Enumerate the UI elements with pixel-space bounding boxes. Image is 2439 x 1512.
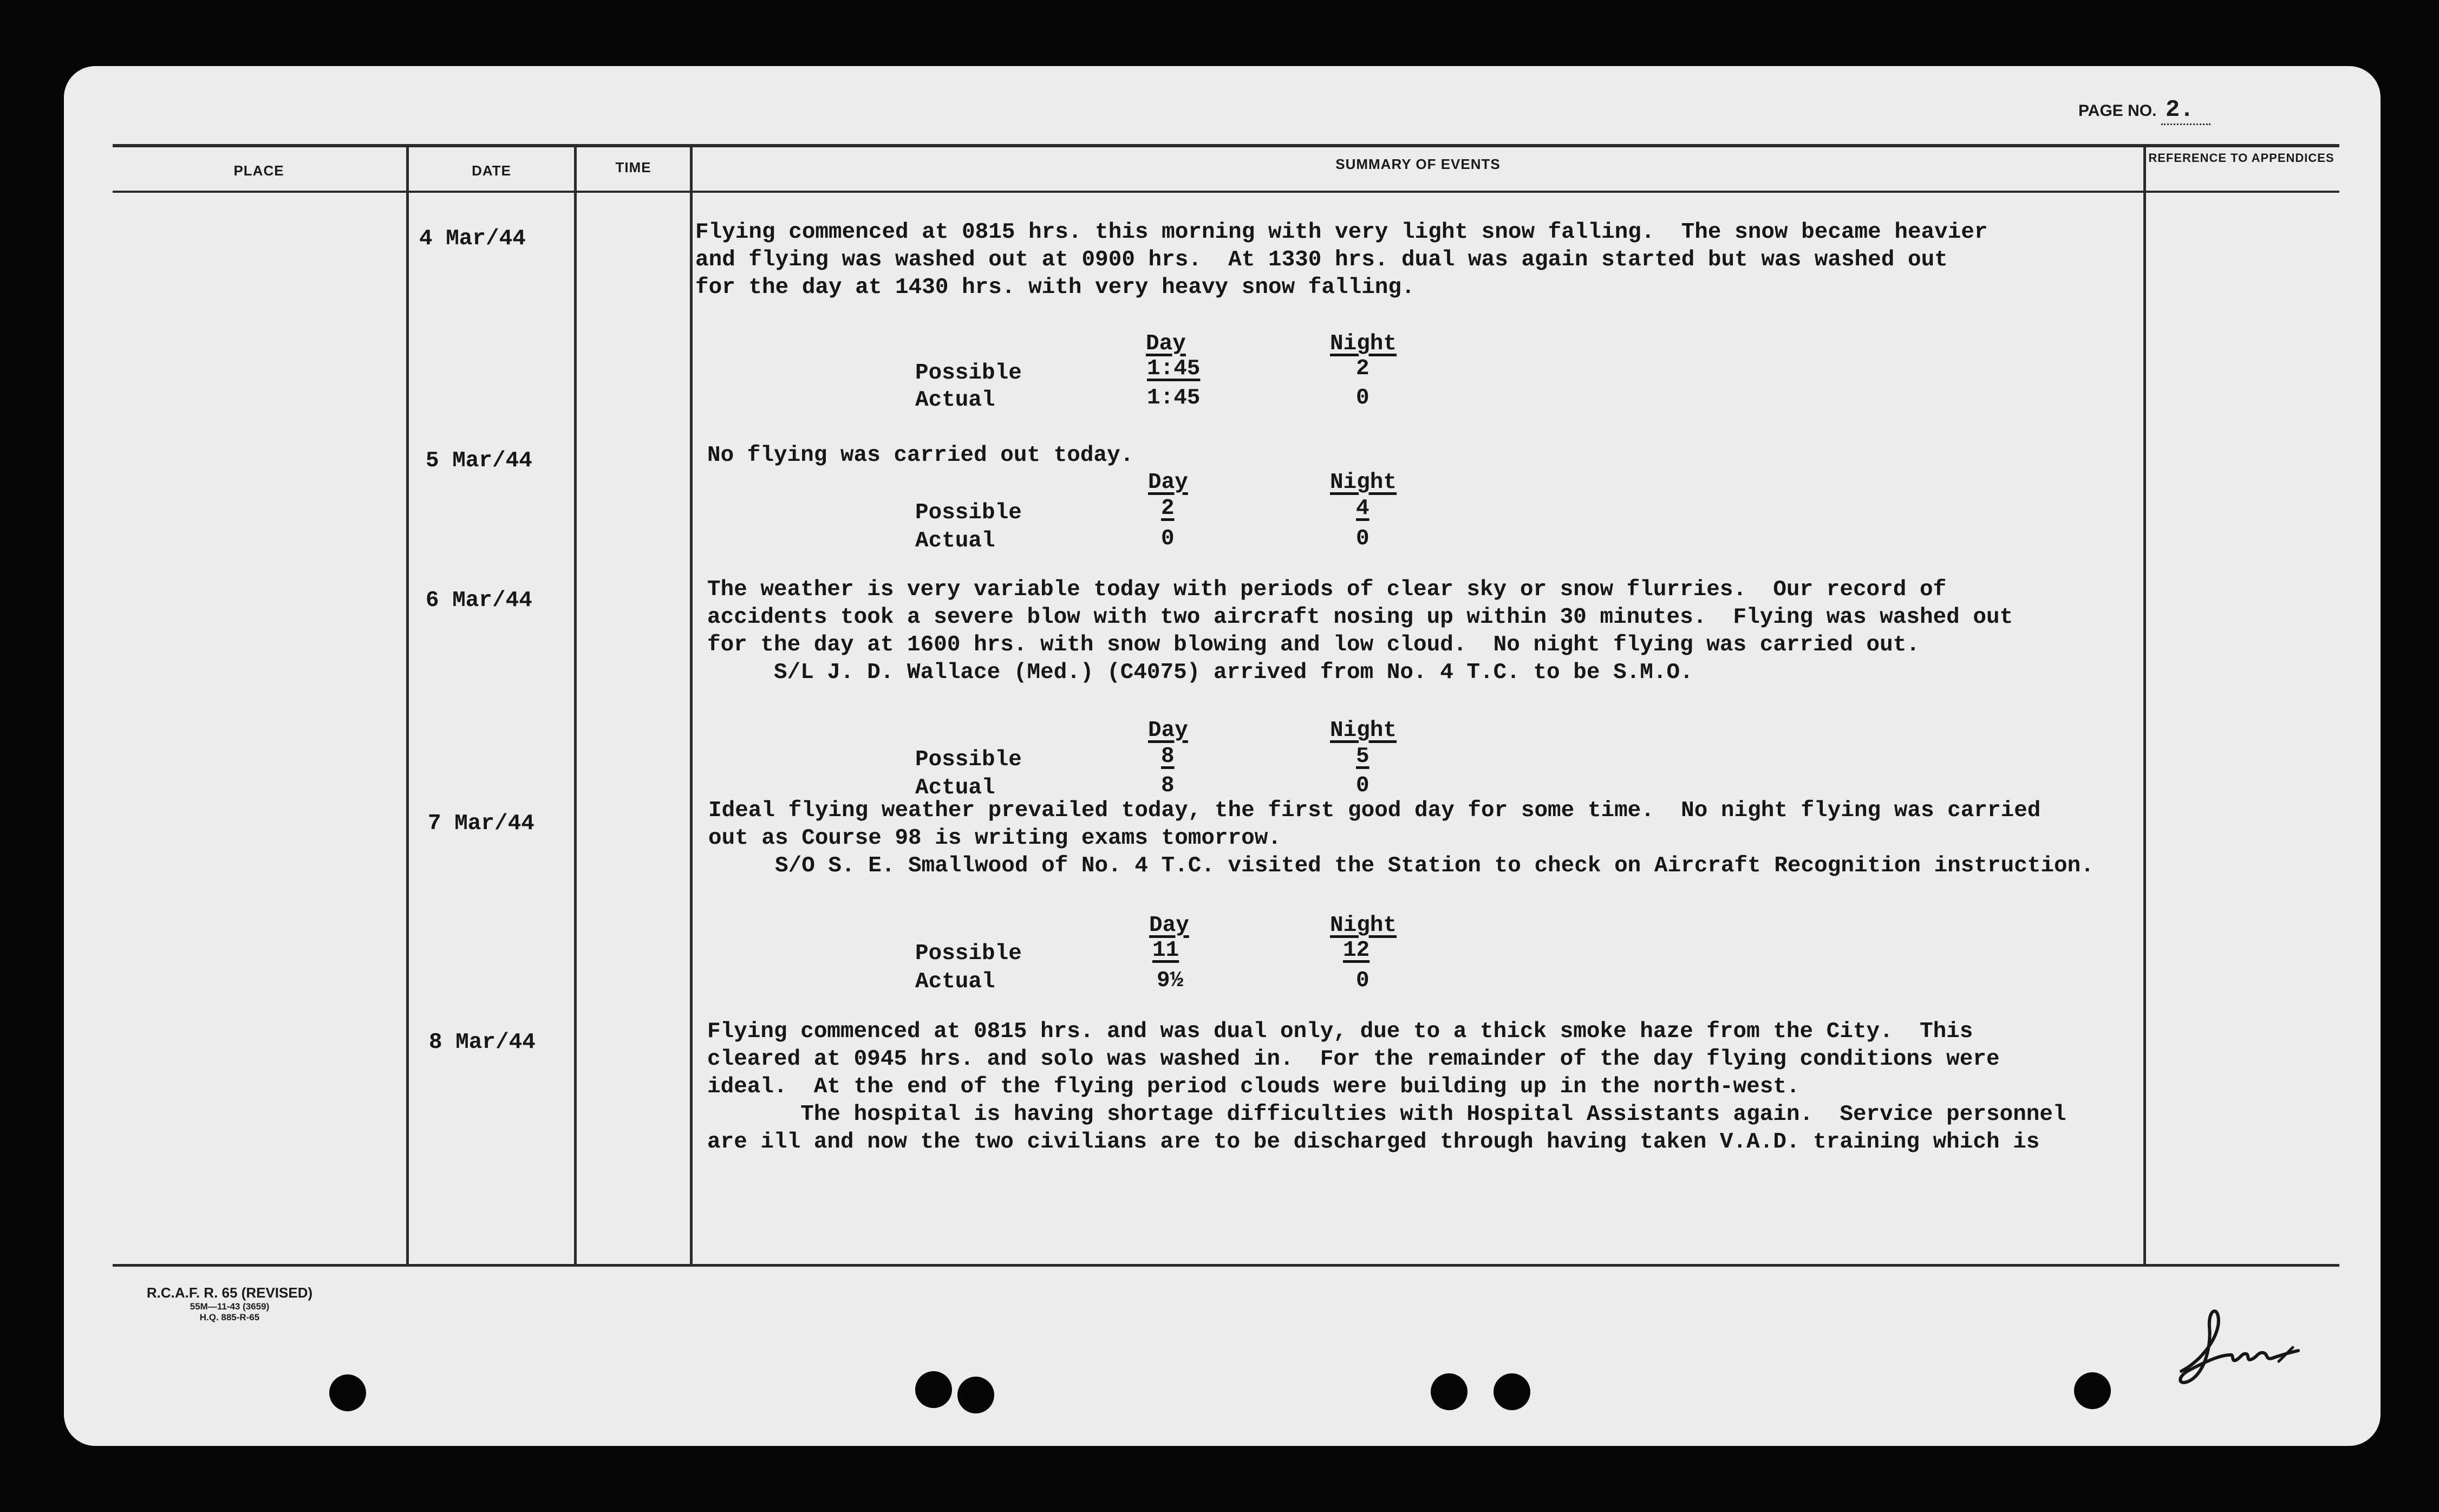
- narrative-line: S/L J. D. Wallace (Med.) (C4075) arrived from No. 4 T.C. to be S.M.O.: [707, 660, 1693, 685]
- column-divider: [406, 144, 409, 1265]
- entry-date: 4 Mar/44: [419, 226, 526, 251]
- form-number-line: 55M—11-43 (3659): [190, 1301, 270, 1312]
- narrative-line: and flying was washed out at 0900 hrs. At 1330 hrs. dual was again started but was washed out: [695, 247, 1948, 272]
- page-number: [2078, 96, 2210, 123]
- header-place: PLACE: [233, 162, 284, 179]
- actual-day-value: 8: [1161, 773, 1175, 798]
- narrative-line: Ideal flying weather prevailed today, the first good day for some time. No night flying was carried: [708, 798, 2041, 823]
- actual-night-value: 0: [1356, 386, 1370, 410]
- diary-page: [64, 66, 2381, 1446]
- actual-night-value: 0: [1356, 968, 1370, 993]
- actual-day-value: 9½: [1157, 968, 1184, 993]
- form-number: [116, 1285, 343, 1323]
- night-header: Night: [1330, 331, 1397, 356]
- actual-label: Actual: [915, 775, 995, 800]
- actual-day-value: 1:45: [1147, 386, 1201, 410]
- column-divider: [574, 144, 577, 1265]
- entry-date: 8 Mar/44: [429, 1030, 536, 1055]
- actual-night-value: 0: [1356, 526, 1370, 551]
- page-number-value: 2.: [2161, 96, 2210, 125]
- entry-date: 5 Mar/44: [426, 448, 532, 473]
- day-header: Day: [1148, 470, 1188, 495]
- actual-label: Actual: [915, 969, 995, 994]
- punch-hole: [957, 1377, 994, 1413]
- punch-hole: [1431, 1373, 1468, 1410]
- actual-night-value: 0: [1356, 773, 1370, 798]
- bottom-rule: [113, 1264, 2339, 1267]
- entry-date: 6 Mar/44: [426, 588, 532, 613]
- narrative-line: The weather is very variable today with periods of clear sky or snow flurries. Our record of: [707, 577, 1947, 602]
- day-header: Day: [1148, 718, 1188, 743]
- possible-day-value: 8: [1161, 744, 1175, 769]
- column-divider: [2143, 144, 2146, 1265]
- possible-night-value: 12: [1343, 938, 1370, 963]
- entry-narrative: [707, 1018, 2066, 1156]
- actual-label: Actual: [915, 529, 995, 553]
- narrative-line: S/O S. E. Smallwood of No. 4 T.C. visited the Station to check on Aircraft Recognition instruction.: [708, 853, 2094, 878]
- narrative-line: Flying commenced at 0815 hrs. and was dual only, due to a thick smoke haze from the City. This: [707, 1019, 1973, 1044]
- narrative-line: cleared at 0945 hrs. and solo was washed in. For the remainder of the day flying conditions were: [707, 1047, 2000, 1072]
- possible-label: Possible: [915, 500, 1022, 525]
- actual-label: Actual: [915, 388, 995, 413]
- possible-night-value: 5: [1356, 744, 1370, 769]
- entry-date: 7 Mar/44: [428, 811, 534, 836]
- night-header: Night: [1330, 470, 1397, 495]
- possible-day-value: 2: [1161, 496, 1175, 521]
- actual-day-value: 0: [1161, 526, 1175, 551]
- possible-label: Possible: [915, 747, 1022, 772]
- entry-narrative: [707, 576, 2013, 687]
- entry-narrative: [708, 797, 2094, 880]
- narrative-line: out as Course 98 is writing exams tomorrow.: [708, 826, 1281, 851]
- punch-hole: [915, 1371, 952, 1408]
- narrative-line: No flying was carried out today.: [707, 443, 1134, 468]
- signature: [2170, 1301, 2311, 1393]
- page-label: PAGE NO.: [2078, 102, 2157, 120]
- possible-day-value: 11: [1152, 938, 1179, 963]
- column-divider: [690, 144, 693, 1265]
- possible-day-value: 1:45: [1147, 356, 1201, 381]
- header-time: TIME: [615, 159, 651, 175]
- entry-narrative: [695, 219, 1988, 302]
- narrative-line: for the day at 1430 hrs. with very heavy snow falling.: [695, 275, 1415, 300]
- possible-night-value: 2: [1356, 356, 1370, 381]
- narrative-line: The hospital is having shortage difficulties with Hospital Assistants again. Service personnel: [707, 1102, 2066, 1127]
- form-number-line: H.Q. 885-R-65: [199, 1312, 260, 1322]
- entry-narrative: [707, 442, 1133, 470]
- night-header: Night: [1330, 718, 1397, 743]
- narrative-line: for the day at 1600 hrs. with snow blowing and low cloud. No night flying was carried out.: [707, 633, 1920, 657]
- night-header: Night: [1330, 913, 1397, 938]
- possible-label: Possible: [915, 361, 1022, 386]
- header-date: DATE: [472, 162, 511, 179]
- day-header: Day: [1146, 331, 1186, 356]
- form-number-line: R.C.A.F. R. 65 (REVISED): [146, 1285, 313, 1301]
- header-rule: [113, 191, 2339, 193]
- top-rule: [113, 144, 2339, 147]
- narrative-line: are ill and now the two civilians are to be discharged through having taken V.A.D. training which is: [707, 1130, 2040, 1155]
- possible-night-value: 4: [1356, 496, 1370, 521]
- narrative-line: accidents took a severe blow with two aircraft nosing up within 30 minutes. Flying was washed out: [707, 605, 2013, 630]
- header-reference: REFERENCE TO APPENDICES: [2148, 151, 2334, 165]
- narrative-line: ideal. At the end of the flying period clouds were building up in the north-west.: [707, 1074, 1800, 1099]
- header-summary: SUMMARY OF EVENTS: [1335, 156, 1501, 172]
- punch-hole: [1494, 1373, 1530, 1410]
- day-header: Day: [1149, 913, 1189, 938]
- narrative-line: Flying commenced at 0815 hrs. this morning with very light snow falling. The snow became heavier: [695, 220, 1988, 245]
- punch-hole: [2074, 1372, 2111, 1409]
- punch-hole: [329, 1374, 366, 1411]
- possible-label: Possible: [915, 941, 1022, 966]
